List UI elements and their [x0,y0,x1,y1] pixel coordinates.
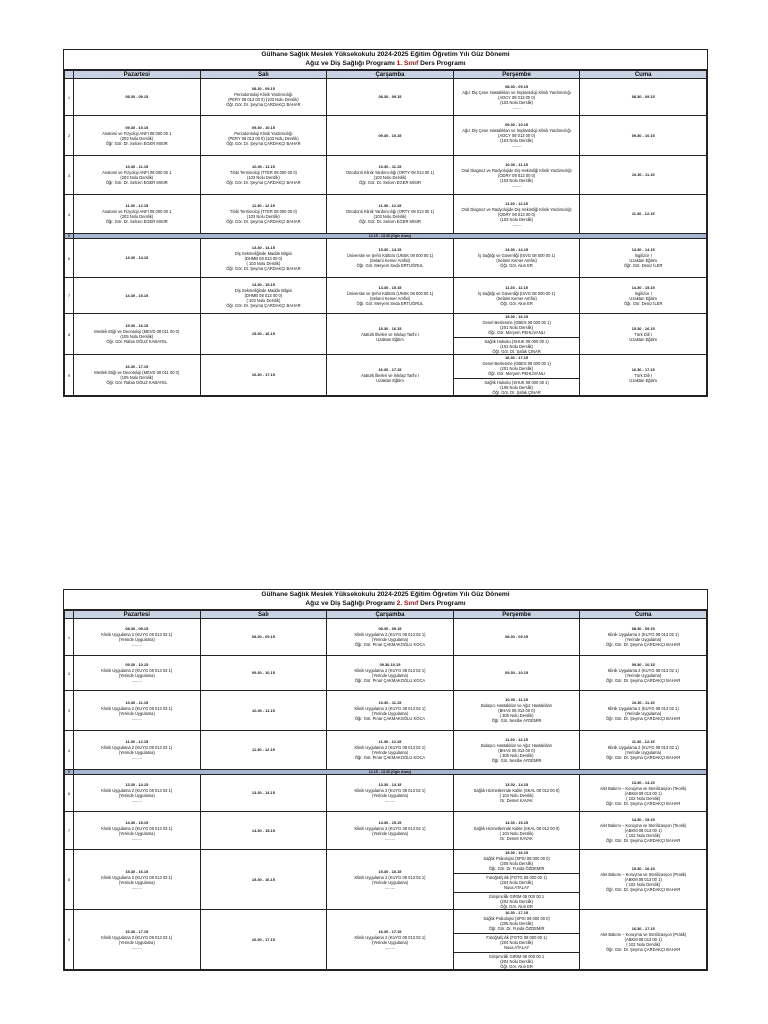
schedule-cell [453,619,580,656]
schedule-cell [200,156,327,195]
time-slot: 09.30 - 10.15 [125,662,149,667]
time-slot: 16.30 - 17.15 [378,928,402,934]
time-slot: 15.30 - 16.15 [378,868,402,874]
school-title: Gülhane Sağlık Meslek Yüksekokulu 2024-2025 Eğitim Öğretim Yılı Güz Dönemi [261,51,510,58]
course-info: Genel Beslenme (GBES 08 000 00 1) (201 Nolu Derslik) Öğr. Gör. Meryem PEHLİVANLI [482,320,551,335]
time-slot: 15.30 - 16.15 [125,323,149,328]
schedule-cell [327,850,454,910]
time-slot: 08.30 - 09.15 [505,83,529,89]
period-row [65,656,707,691]
time-slot: 11.30 - 12.15 [378,203,402,208]
time-slot: 09.30-10.15 [379,662,401,667]
schedule-cell [327,731,454,770]
schedule-cell [327,355,454,396]
time-slot: 08.30 - 09.15 [125,94,149,99]
schedule-cell [580,812,707,850]
course-info: Klinik Uygulama 2 (KUYG 08 013 02 1) (Yerinde Uygulama) Öğr. Gör. Pınar ÇAKMAKOĞLU KOCA [354,705,426,721]
schedule-cell [74,812,201,850]
time-slot: 08.30 - 09.15 [505,634,529,639]
time-slot: 09.30 - 10.15 [251,670,275,675]
time-slot: 08.30 - 09.15 [378,626,402,631]
school-title: Gülhane Sağlık Meslek Yüksekokulu 2024-2025 Eğitim Öğretim Yılı Güz Dönemi [261,591,510,598]
time-slot: 11.30 - 12.15 [252,747,275,752]
schedule-cell [74,619,201,656]
schedule-cell [74,116,201,156]
schedule-cell [580,278,707,314]
course-info: Atatürk İlkeleri ve İnkılap Tarihi I Uzaktan Eğitim [361,372,419,383]
time-slot: 14.30 - 15.15 [125,292,149,298]
schedule-title [64,590,707,610]
course-info: Bulaşıcı Hastalıklar ve Ağız Hastalıkları (BHAS 08 013 00 0) ( 305 Nolu Derslik) Öğr. Gör. Nesibe AYDEMİR [480,703,553,723]
schedule-cell [327,278,454,314]
row-number: 9 [65,910,74,970]
course-info: Oral Diagnoz ve Radyolojide Diş Hekimliği Klinik Yardımcılığı (ODRY 08 013 00 0) (103 Nolu Derslik) ......... [461,167,572,188]
schedule-cell [74,775,201,812]
row-number: 8 [65,850,74,910]
time-slot: 13.30 - 14.15 [378,782,402,787]
time-slot: 09.30 - 10.15 [251,124,275,130]
time-slot: 13.30 - 14.15 [251,244,275,250]
course-info: Alet Bakımı – Koruyma ve Sterilizasyon (Pratik) (ABKM 08 013 00 1) ( 102 Nolu Derslik) Öğr. Gör. Dr. Şeyma ÇARDAKÇI BAHAR [600,932,687,952]
course-info-alt: Sağlık Hukuku (SHUK 08 000 00 1) (105 Nolu Derslik) Öğr. Gör. Dr. Şafak ÇINAR [454,378,580,395]
row-number: 6 [65,239,74,278]
schedule-cell [580,195,707,234]
time-slot: 13.30 - 14.15 [125,255,149,260]
schedule-cell [74,691,201,731]
course-info: Klinik Uygulama 2 (KUYG 08 013 02 1) (Yerinde Uygulama) Öğr. Gör. Dr. Şeyma ÇARDAKÇI BAHAR [605,632,681,647]
course-info: Alet Bakımı – Koruyma ve Sterilizasyon (Pratik) (ABKM 08 013 00 1) ( 102 Nolu Derslik) Öğr. Gör. Dr. Şeyma ÇARDAKÇI BAHAR [600,872,687,892]
course-info: Bulaşıcı Hastalıklar ve Ağız Hastalıkları (BHAS 08 013 00 0) ( 305 Nolu Derslik) Öğr. Gör. Nesibe AYDEMİR [480,742,553,763]
timetable [64,70,707,396]
row-number: 2 [65,116,74,156]
time-slot: 13.30 - 14.15 [505,247,529,252]
time-slot: 15.30 - 16.15 [251,331,275,336]
schedule-cell [74,79,201,116]
class-label: 2. Sınıf [396,599,419,607]
schedule-cell [74,278,201,314]
time-slot: 16.30 - 17.15 [505,355,529,360]
schedule-class-2 [63,589,708,971]
period-row [65,812,707,850]
course-info: Meslek Etiği ve Deontoloji (MEVD 08 011 00 0) (105 Nolu Derslik) Öğr. Gör. Rabia OĞUZ KABAYEL [94,329,180,344]
time-slot: 16.30 - 17.15 [125,364,149,369]
row-number: 9 [65,355,74,396]
period-row [65,156,707,195]
time-slot: 16.30 - 17.15 [251,936,275,942]
time-slot: 13.30 - 14.15 [125,782,149,787]
course-info: Klinik Uygulama 2 (KUYG 08 013 02 1) (Yerinde Uygulama) ......... [101,788,173,803]
course-info: Klinik Uygulama 2 (KUYG 08 013 02 1) (Yerinde Uygulama) Öğr. Gör. Pınar ÇAKMAKOĞLU KOCA [354,668,426,683]
schedule-cell [327,156,454,195]
time-slot: 09.30 - 10.15 [505,122,529,127]
row-number: 3 [65,156,74,195]
period-row [65,116,707,156]
schedule-cell [327,691,454,731]
course-info: Klinik Uygulama 2 (KUYG 08 013 02 1) (Yerinde Uygulama) ......... [101,705,173,721]
program-suffix: Ders Programı [420,59,466,67]
day-header: Çarşamba [327,611,454,619]
schedule-cell [200,79,327,116]
schedule-cell [74,355,201,396]
program-name: Ağız ve Diş Sağlığı Programı [305,599,395,607]
row-number: 2 [65,656,74,691]
course-info-alt: Fotoğrafçılık (FOTG 08 000 00 1) (204 Nolu Derslik) Nuva ATALAY [454,873,580,890]
schedule-cell [580,691,707,731]
program-subtitle [64,60,707,69]
time-slot: 11.30 - 12.15 [505,284,528,290]
time-slot: 13.30 - 14.15 [631,247,655,252]
course-info: Klinik Uygulama 2 (KUYG 08 013 02 1) (Yerinde Uygulama) ......... [101,668,173,683]
period-row [65,278,707,314]
time-slot: 10.30 - 11.15 [252,164,275,169]
period-row [65,79,707,116]
time-slot: 10.30 - 11.15 [631,699,655,705]
schedule-cell [453,79,580,116]
time-slot: 10.30 - 11.15 [125,699,149,705]
course-info: Klinik Uygulama 2 (KUYG 08 013 02 1) (Yerinde Uygulama) ......... [101,934,173,950]
time-slot: 11.30 - 12.15 [631,211,655,216]
course-info: Türk Dili I Uzaktan Eğitim [629,372,657,383]
time-slot: 15.30 - 16.15 [505,314,529,319]
course-info: Klinik Uygulama 2 (KUYG 08 013 02 1) (Yerinde Uygulama) ......... [354,788,426,803]
course-info: Tıbbi Terminoloji (TTER 08 000 00 0) (103 Nolu Derslik) Öğr. Gör. Dr. Şeyma ÇARDAKÇI BAHAR [226,170,301,185]
schedule-cell [74,195,201,234]
time-slot: 14.30 - 15.15 [251,282,275,287]
time-slot: 11.30 - 12.15 [378,739,402,744]
schedule-class-1 [63,49,708,397]
course-info-alt: Girişimcilik GIRIM 08 000 00 1 (202 Nolu Derslik) Öğr. Gör. Akın ER [454,892,580,909]
row-number: 6 [65,775,74,812]
day-header: Pazartesi [74,71,201,79]
schedule-cell [200,656,327,691]
time-slot: 10.30 - 11.15 [252,707,275,713]
time-slot: 13.30 - 14.15 [631,779,655,785]
course-info: Ağız Diş Çene Hastalıkları ve İmplantoloji Klinik Yardımcılığı (ADCY 08 013 00 0) (103 Nolu Derslik) ......... [462,128,571,148]
schedule-cell [580,79,707,116]
schedule-cell [580,156,707,195]
course-info: Alet Bakımı – Koruyma ve Sterilizasyon (Teorik) (ABKM 08 013 00 1) ( 102 Nolu Derslik) Öğr. Gör. Dr. Şeyma ÇARDAKÇI BAHAR [599,785,687,806]
time-slot: 10.30 - 11.15 [378,699,402,705]
course-info: Üniversite ve Şehir Kültürü (UNSK 08 000 00 1) (Selami Kemer Amfisi) Öğr. Gör. Meryem Seda ERTUĞRUL [346,253,434,268]
schedule-cell [327,910,454,970]
time-slot: 08.30 - 09.15 [631,626,655,631]
time-slot: 10.30 - 11.15 [631,172,655,177]
time-slot: 11.30 - 12.15 [125,203,149,208]
schedule-cell [74,239,201,278]
schedule-cell [580,239,707,278]
time-slot: 14.30 - 15.15 [251,827,275,833]
schedule-cell [200,910,327,970]
time-slot: 15.30 - 16.15 [505,850,529,855]
schedule-cell [580,355,707,396]
time-slot: 11.30 - 12.15 [125,739,149,744]
time-slot: 16.30 - 17.15 [505,910,529,915]
course-info: Anatomi ve Fizyoloji ANFI 08 000 00 1 (203 Nolu Derslik) Öğr. Gör. Dr. Selcen EGER MISIR [102,130,172,146]
time-slot: 08.30 - 09.15 [631,94,655,99]
course-info: Alet Bakımı – Koruyma ve Sterilizasyon (Teorik) (ABKM 08 013 00 1) ( 102 Nolu Derslik) Öğr. Gör. Dr. Şeyma ÇARDAKÇI BAHAR [599,823,687,843]
course-info-alt: Fotoğrafçılık (FOTG 08 000 00 1) (204 Nolu Derslik) Nuva ATALAY [454,933,580,950]
schedule-cell [453,656,580,691]
course-info: İngilizce I Uzaktan Eğitim Öğr. Gör. Deniz İLER [623,290,663,306]
course-info: Sağlık Psikolojisi (SPSI 08 000 00 0) (205 Nolu Derslik) Öğr. Gör. Dr. Funda ÖZDEMİR [483,916,550,931]
schedule-cell [200,850,327,910]
schedule-cell [327,812,454,850]
row-number-header [65,71,74,79]
course-info: Klinik Uygulama 2 (KUYG 08 013 02 1) (Yerinde Uygulama) ......... [101,632,173,647]
time-slot: 14.30 - 15.15 [631,817,655,822]
time-slot: 16.30 - 17.15 [125,928,149,934]
course-info: Klinik Uygulama 2 (KUYG 08 013 02 1) (Yerinde Uygulama) Öğr. Gör. Pınar ÇAKMAKOĞLU KOCA [354,745,426,760]
time-slot: 10.30 - 11.15 [125,164,149,169]
course-info: Tıbbi Terminoloji (TTER 08 000 00 0) (103 Nolu Derslik) Öğr. Gör. Dr. Şeyma ÇARDAKÇI BAHAR [226,209,301,224]
course-info: Meslek Etiği ve Deontoloji (MEVD 08 011 00 0) (105 Nolu Derslik) Öğr. Gör. Rabia OĞUZ KABAYEL [94,370,180,385]
schedule-cell [327,314,454,355]
time-slot: 14.30 - 15.15 [378,284,402,290]
time-slot: 15.30 - 16.15 [251,876,275,882]
schedule-cell [453,812,580,850]
row-number: 5 [65,234,74,239]
course-info: Klinik Uygulama 2 (KUYG 08 013 02 1) (Yerinde Uygulama) ......... [354,934,426,950]
schedule-cell [74,910,201,970]
course-info: Ağız Diş Çene Hastalıkları ve İmplantoloji Klinik Yardımcılığı (ADCY 08 013 00 0) (103 Nolu Derslik) ......... [462,89,571,110]
schedule-cell [74,656,201,691]
period-row [65,355,707,396]
time-slot: 11.30 - 12.15 [505,200,528,206]
time-slot: 16.30 - 17.15 [631,366,655,372]
course-info: Oral Diagnoz ve Radyolojide Diş Hekimliği Klinik Yardımcılığı (ODRY 08 013 00 0) (103 Nolu Derslik) ......... [461,206,572,227]
course-info: Klinik Uygulama 2 (KUYG 08 013 02 1) (Yerinde Uygulama) Öğr. Gör. Dr. Şeyma ÇARDAKÇI BAHAR [605,668,681,683]
program-name: Ağız ve Diş Sağlığı Programı [305,59,395,67]
schedule-cell [200,812,327,850]
schedule-cell [200,116,327,156]
time-slot: 08.30 - 09.15 [251,634,275,639]
time-slot: 15.30 - 16.15 [631,325,655,331]
course-info: Türk Dili I Uzaktan Eğitim [629,331,657,342]
schedule-cell [327,195,454,234]
course-info: Ortodonti Klinik Yardımcılığı (ORTY 08 013 00 1) (103 Nolu Derslik) Öğr. Gör. Dr. Selcen EGER MISIR [345,170,435,185]
course-info: Anatomi ve Fizyoloji ANFI 08 000 00 1 (203 Nolu Derslik) Öğr. Gör. Dr. Selcen EGER MISIR [102,170,172,185]
row-number-header [65,611,74,619]
schedule-cell [200,278,327,314]
schedule-cell [453,691,580,731]
schedule-cell [580,116,707,156]
schedule-cell [453,314,580,355]
schedule-cell [453,195,580,234]
program-suffix: Ders Programı [420,599,466,607]
lunch-break-label: 12.15 - 13.30 (Öğle Arası) [74,770,707,775]
schedule-cell [453,355,580,396]
time-slot: 15.30 - 16.15 [631,866,655,871]
time-slot: 08.30 - 09.15 [125,626,149,631]
course-info-alt: Sağlık Hukuku (SHUK 08 000 00 1) (101 Nolu Derslik) Öğr. Gör. Dr. Şafak ÇINAR [454,337,580,354]
schedule-cell [327,116,454,156]
schedule-cell [580,314,707,355]
course-info: Ortodonti Klinik Yardımcılığı (ORTY 08 013 00 1) (103 Nolu Derslik) Öğr. Gör. Dr. Selcen EGER MISIR [345,209,435,224]
schedule-cell [327,239,454,278]
schedule-cell [580,910,707,970]
schedule-cell [200,314,327,355]
course-info-alt: Girişimcilik GIRIM 08 000 00 1 (202 Nolu Derslik) Öğr. Gör. Akın ER [454,952,580,969]
time-slot: 14.30 - 15.15 [125,819,149,825]
course-info: Sağlık Hizmetlerinde Kalite (SKAL 08 012 00 0) ( 104 Nolu Derslik) Dr. Demet KAVAK [473,788,560,803]
course-info: Klinik Uygulama 2 (KUYG 08 013 02 1) (Yerinde Uygulama) Öğr. Gör. Pınar ÇAKMAKOĞLU KOCA [354,632,426,647]
course-info: Üniversite ve Şehir Kültürü (UNSK 08 000 00 1) (Selami Kemer Amfisi) Öğr. Gör. Meryem Seda ERTUĞRUL [346,290,434,306]
time-slot: 10.30 - 11.15 [378,164,402,169]
row-number: 7 [65,812,74,850]
period-row [65,775,707,812]
course-info: Periodontoloji Klinik Yardımcılığı (PERY 08 013 00 0) (103 Nolu Derslik) Öğr. Gör. Dr. Şeyma ÇARDAKÇI BAHAR [226,92,301,107]
schedule-cell [327,656,454,691]
day-header: Cuma [580,611,707,619]
course-info: İş Sağlığı ve Güvenliği (ISVG 08 000 00 1) (Selami Kemer Amfisi) Öğr. Gör. Akın ER [478,253,556,268]
schedule-cell [327,619,454,656]
schedule-cell [453,278,580,314]
day-header: Perşembe [453,611,580,619]
course-info: Diş Sekmeliğinde Madde Bilgisi (DHMB 08 013 00 0) ( 103 Nolu Derslik) Öğr. Gör. Dr. Şeyma ÇARDAKÇI BAHAR [226,288,301,308]
time-slot: 08.30 - 09.15 [378,94,402,99]
time-slot: 10.30 - 11.15 [505,161,528,167]
schedule-cell [580,731,707,770]
time-slot: 09.30 - 10.15 [125,124,149,130]
day-header: Salı [200,71,327,79]
time-slot: 09.30 - 10.15 [631,662,655,667]
schedule-cell [327,79,454,116]
schedule-cell [200,775,327,812]
course-info: Klinik Uygulama 2 (KUYG 08 013 02 1) (Yerinde Uygulama) ......... [101,874,173,890]
course-info: Klinik Uygulama 2 (KUYG 08 013 02 1) (Yerinde Uygulama) ......... [354,874,426,890]
time-slot: 11.30 - 12.15 [631,739,655,744]
schedule-cell [200,355,327,396]
time-slot: 11.30 - 12.15 [505,736,528,742]
time-slot: 15.30 - 16.15 [378,325,402,331]
schedule-cell [453,116,580,156]
day-header: Perşembe [453,71,580,79]
schedule-cell [200,239,327,278]
time-slot: 08.30 - 09.15 [251,86,275,91]
time-slot: 09.30 - 10.15 [505,670,529,675]
course-info: Genel Beslenme (GBES 08 000 00 1) (201 Nolu Derslik) Öğr. Gör. Meryem PEHLİVANLI [482,361,551,376]
course-info: Sağlık Psikolojisi (SPSI 08 000 00 0) (205 Nolu Derslik) Öğr. Gör. Dr. Funda ÖZDEMİR [483,856,550,871]
day-header: Çarşamba [327,71,454,79]
time-slot: 14.30 - 15.15 [631,284,655,290]
period-row [65,731,707,770]
schedule-cell [580,850,707,910]
period-row [65,850,707,910]
course-info: Klinik Uygulama 2 (KUYG 08 013 02 1) (Yerinde Uygulama) Öğr. Gör. Dr. Şeyma ÇARDAKÇI BAHAR [605,745,681,760]
class-label: 1. Sınıf [396,59,419,67]
schedule-cell [74,850,201,910]
course-info: Klinik Uygulama 2 (KUYG 08 013 02 1) (Yerinde Uygulama) ......... [101,825,173,841]
course-info: Periodontoloji Klinik Yardımcılığı (PERY 08 013 00 0) (103 Nolu Derslik) Öğr. Gör. Dr. Şeyma ÇARDAKÇI BAHAR [226,130,301,146]
course-info: Klinik Uygulama 2 (KUYG 08 013 02 1) (Yerinde Uygulama) ......... [101,745,173,760]
time-slot: 16.30 - 17.15 [631,926,655,931]
time-slot: 13.30 - 14.15 [505,782,529,787]
row-number: 1 [65,79,74,116]
period-row [65,314,707,355]
schedule-cell [453,239,580,278]
period-row [65,195,707,234]
schedule-title [64,50,707,70]
time-slot: 10.30 - 11.15 [505,697,528,702]
time-slot: 13.30 - 14.15 [251,790,275,795]
schedule-cell [200,195,327,234]
time-slot: 13.30 - 14.15 [378,247,402,252]
schedule-cell [453,731,580,770]
schedule-cell [327,775,454,812]
course-info: Atatürk İlkeleri ve İnkılap Tarihi I Uzaktan Eğitim [361,331,419,342]
day-header: Cuma [580,71,707,79]
row-number: 4 [65,195,74,234]
header-row [65,611,707,619]
lunch-break-label: 12.15 - 13.30 (Öğle Arası) [74,234,707,239]
schedule-cell [200,619,327,656]
schedule-cell [74,314,201,355]
time-slot: 16.30 - 17.15 [378,366,402,372]
schedule-cell [200,691,327,731]
row-number: 4 [65,731,74,770]
header-row [65,71,707,79]
schedule-cell [580,656,707,691]
schedule-cell [453,910,580,970]
schedule-cell [74,156,201,195]
program-subtitle [64,600,707,609]
schedule-cell [580,775,707,812]
schedule-cell [453,850,580,910]
day-header: Salı [200,611,327,619]
course-info: Klinik Uygulama 2 (KUYG 08 013 02 1) (Yerinde Uygulama) Öğr. Gör. Dr. Şeyma ÇARDAKÇI BAHAR [605,705,681,721]
course-info: İngilizce I Uzaktan Eğitim Öğr. Gör. Deniz İLER [623,253,663,268]
row-number: 8 [65,314,74,355]
schedule-cell [580,619,707,656]
schedule-cell [453,156,580,195]
period-row [65,239,707,278]
row-number: 5 [65,770,74,775]
schedule-cell [200,731,327,770]
time-slot: 14.30 - 15.15 [378,819,402,825]
day-header: Pazartesi [74,611,201,619]
course-info: Klinik Uygulama 2 (KUYG 08 013 02 1) (Yerinde Uygulama) ......... [354,825,426,841]
period-row [65,619,707,656]
time-slot: 15.30 - 16.15 [125,868,149,874]
schedule-cell [74,731,201,770]
period-row [65,691,707,731]
time-slot: 16.30 - 17.15 [251,372,275,377]
time-slot: 11.30 - 12.15 [252,203,275,208]
time-slot: 14.30 - 15.15 [505,819,529,825]
row-number: 1 [65,619,74,656]
row-number: 7 [65,278,74,314]
course-info: Anatomi ve Fizyoloji ANFI 08 000 00 1 (203 Nolu Derslik) Öğr. Gör. Dr. Selcen EGER MISIR [102,209,172,224]
course-info: İş Sağlığı ve Güvenliği (ISVG 08 000 00 1) (Selami Kemer Amfisi) Öğr. Gör. Akın ER [478,290,556,306]
period-row [65,910,707,970]
schedule-cell [453,775,580,812]
time-slot: 09.30 - 10.15 [631,132,655,138]
timetable [64,610,707,970]
time-slot: 09.30 - 10.15 [378,132,402,138]
course-info: Sağlık Hizmetlerinde Kalite (SKAL 08 012 00 0) ( 104 Nolu Derslik) Dr. Demet KAVAK [473,825,560,841]
row-number: 3 [65,691,74,731]
course-info: Diş Sekmeliğinde Madde Bilgisi (DHMB 08 013 00 0) ( 103 Nolu Derslik) Öğr. Gör. Dr. Şeyma ÇARDAKÇI BAHAR [226,250,301,271]
